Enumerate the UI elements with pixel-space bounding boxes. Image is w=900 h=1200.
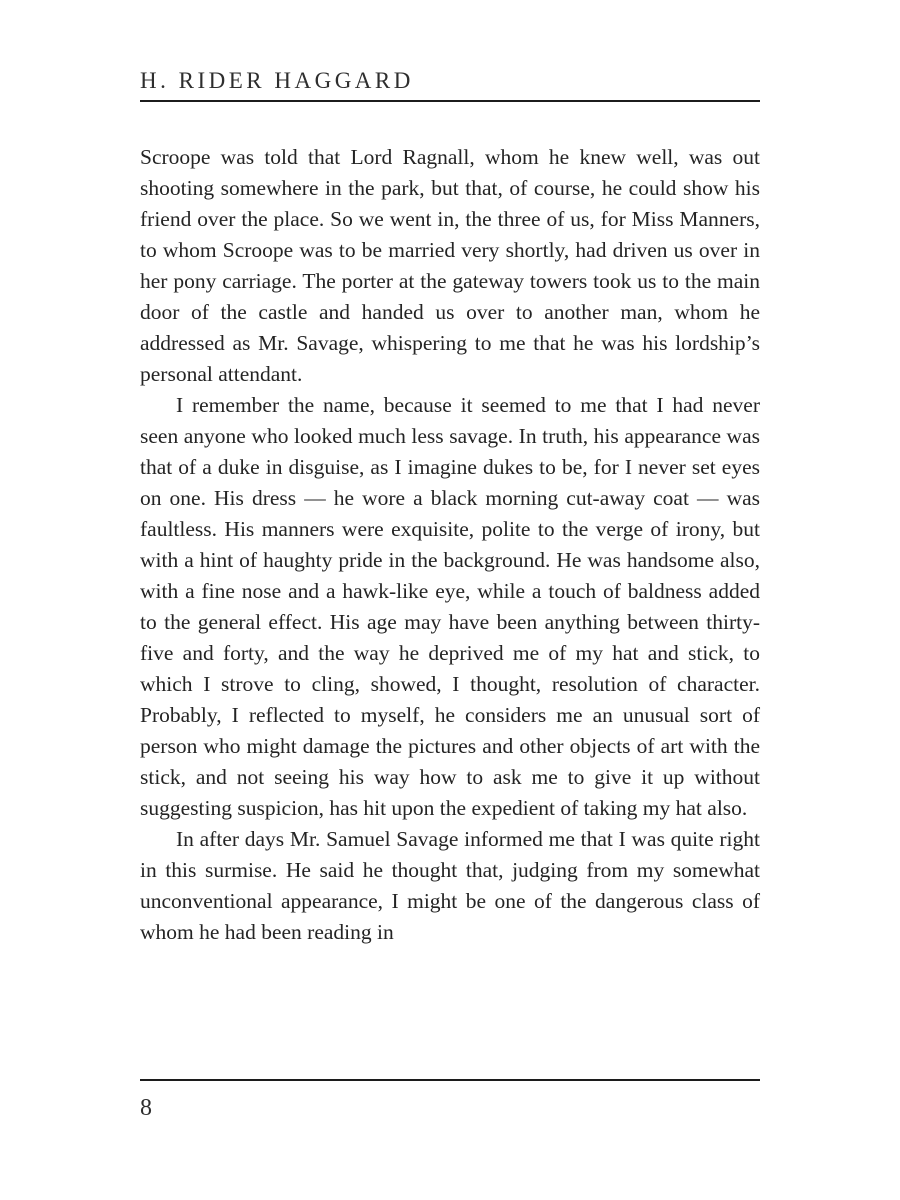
header-rule — [140, 100, 760, 102]
page-body — [140, 142, 760, 948]
page-content — [140, 0, 760, 948]
running-header: H. RIDER HAGGARD — [140, 68, 414, 93]
paragraph: Scroope was told that Lord Ragnall, whom he knew well, was out shooting somewhere in the park, but that, of course, he could show his friend over the place. So we went in, the three of us, for Miss Manners, to whom Scroope was to be married very shortly, had driven us over in her pony carriage. The porter at the gateway towers took us to the main door of the castle and handed us over to another man, whom he addressed as Mr. Savage, whispering to me that he was his lordship’s personal attendant. — [140, 145, 760, 387]
footer-rule — [140, 1079, 760, 1081]
paragraph: In after days Mr. Samuel Savage informed me that I was quite right in this surmise. He said he thought that, judging from my somewhat unconventional appearance, I might be one of the dangerous class of whom he had been reading in — [140, 827, 760, 945]
paragraph: I remember the name, because it seemed to me that I had never seen anyone who looked much less savage. In truth, his appearance was that of a duke in disguise, as I imagine dukes to be, for I never set eyes on one. His dress — he wore a black morning cut-away coat — was faultless. His manners were exquisite, polite to the verge of irony, but with a hint of haughty pride in the background. He was handsome also, with a fine nose and a hawk-like eye, while a touch of baldness added to the general effect. His age may have been anything between thirty-five and forty, and the way he deprived me of my hat and stick, to which I strove to cling, showed, I thought, resolution of character. Probably, I reflected to myself, he considers me an unusual sort of person who might damage the pictures and other objects of art with the stick, and not seeing his way how to ask me to give it up without suggesting suspicion, has hit upon the expedient of taking my hat also. — [140, 393, 760, 821]
page-number: 8 — [140, 1095, 152, 1121]
page-footer — [140, 1079, 760, 1122]
